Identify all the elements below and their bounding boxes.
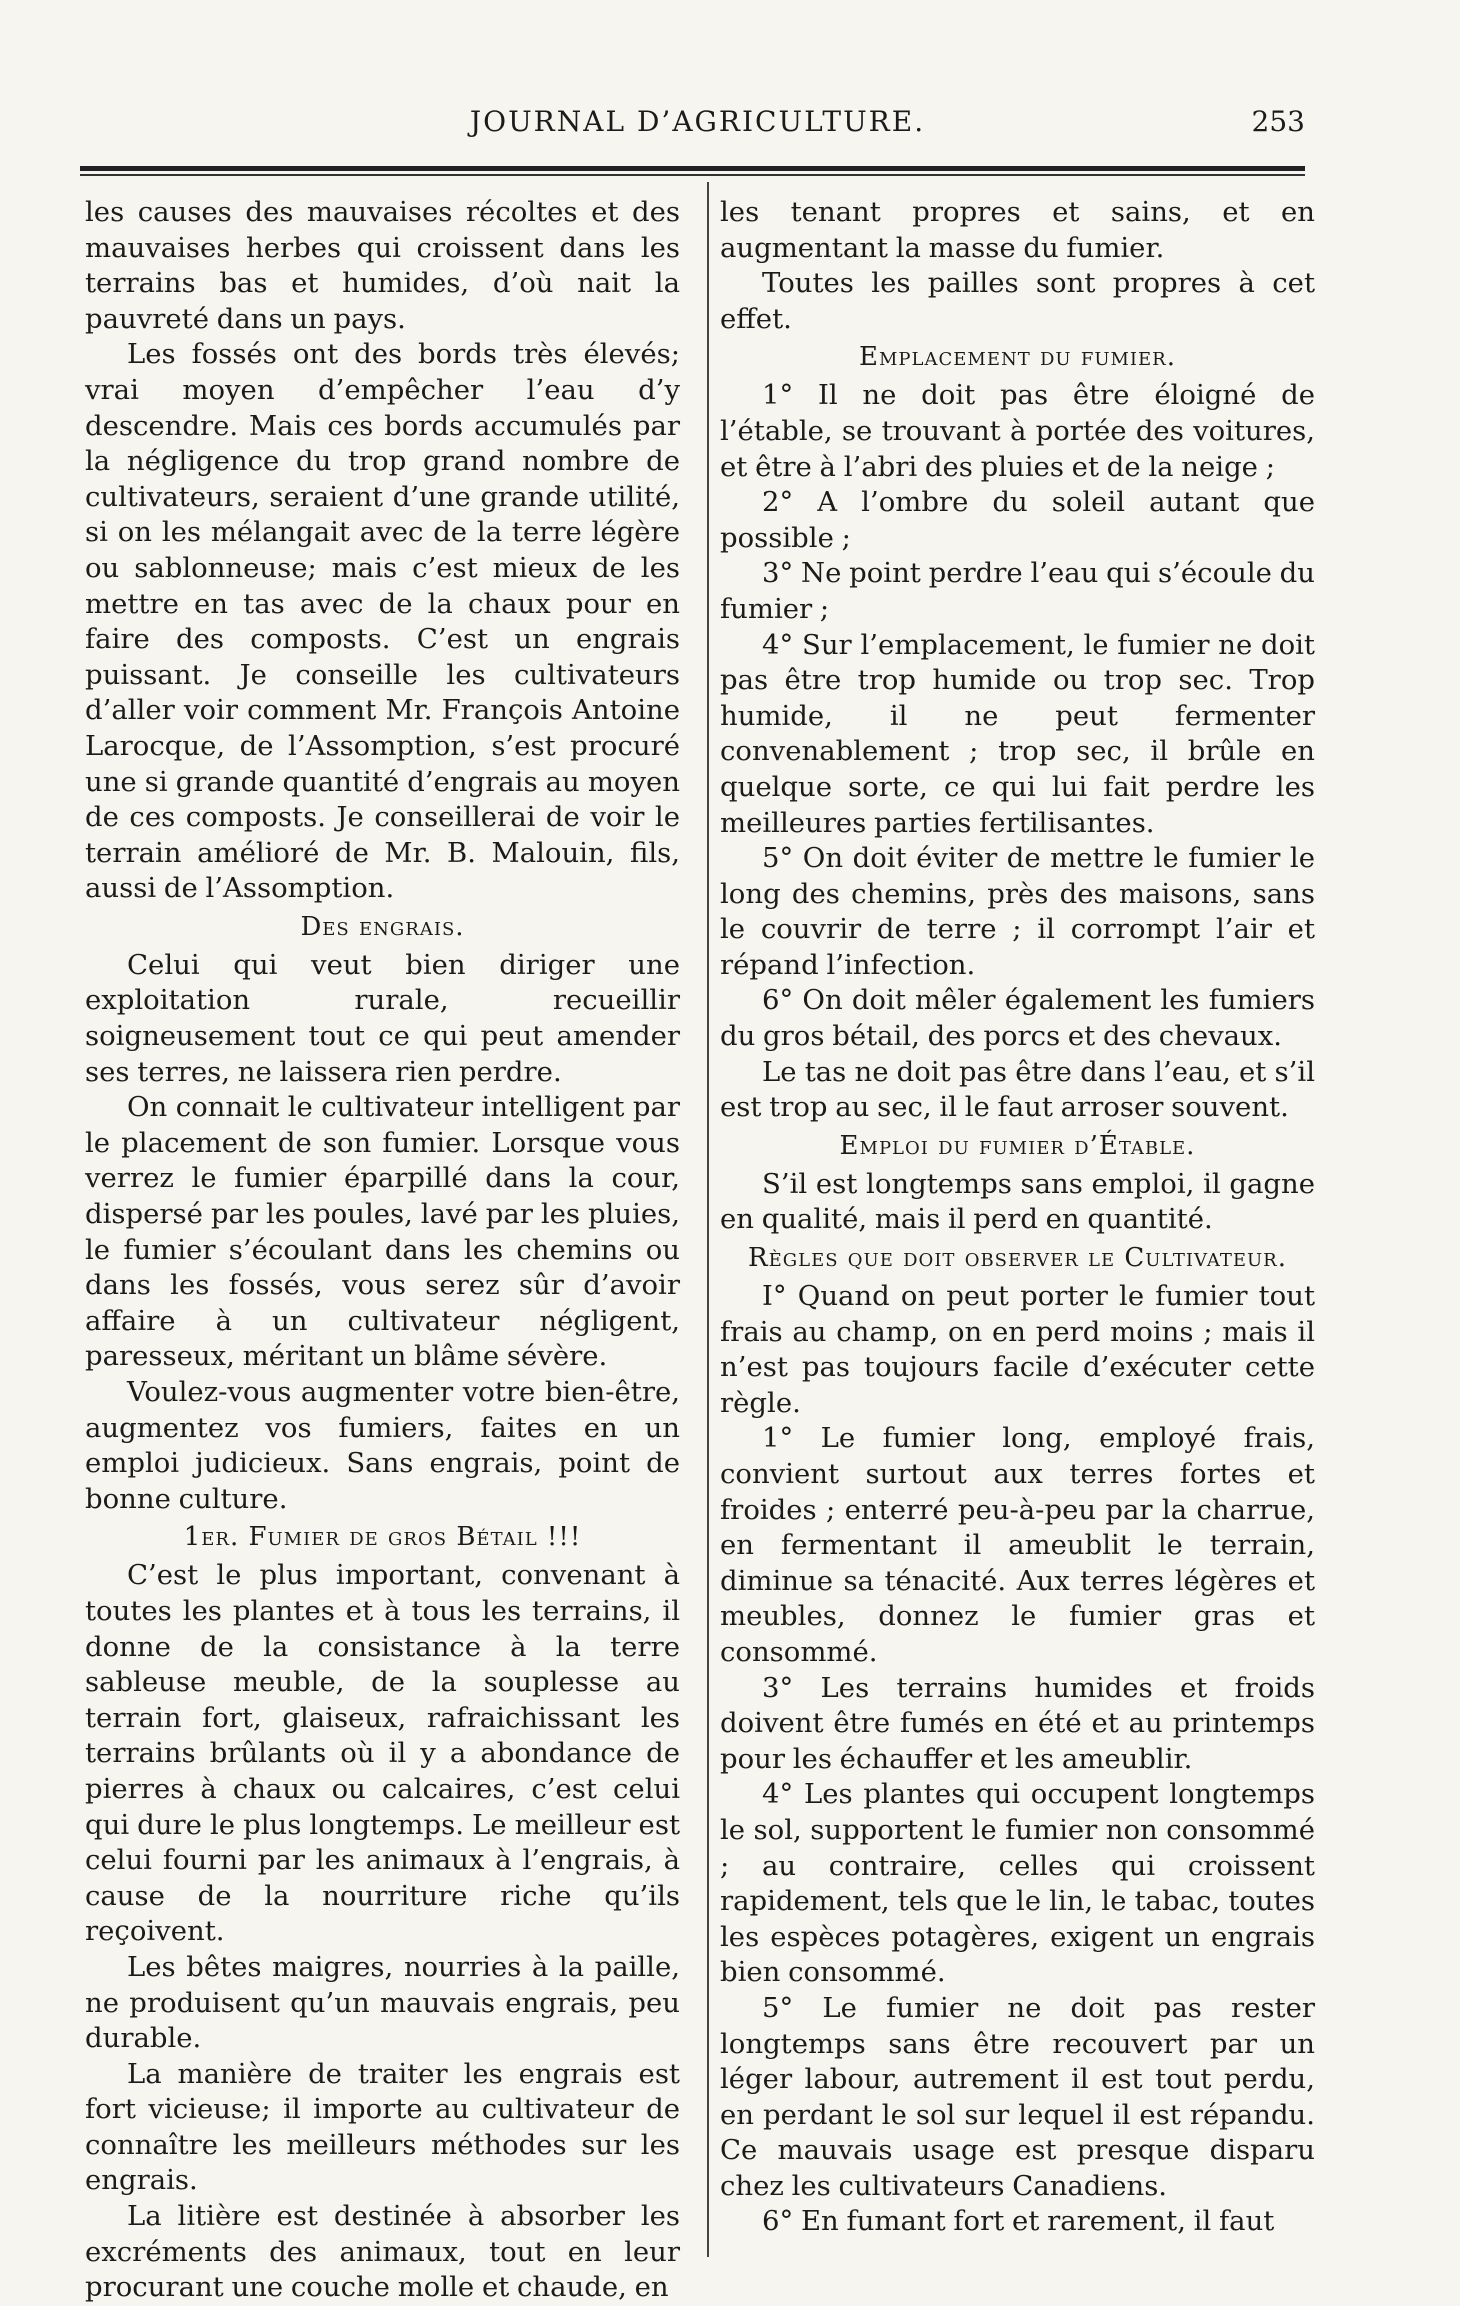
section-heading-emplacement: Emplacement du fumier. (859, 342, 1176, 373)
page-header (90, 105, 1305, 155)
header-rule-thick (80, 166, 1305, 171)
list-item: 5° On doit éviter de mettre le fumier le long des chemins, près des maisons, sans le couvrir de terre ; il corrompt l’air et répand l’infection. (720, 842, 1315, 981)
list-item: 3° Les terrains humides et froids doivent être fumés en été et au printemps pour les échauffer et les ameublir. (720, 1671, 1315, 1775)
paragraph: Voulez-vous augmenter votre bien-être, augmentez vos fumiers, faites en un emploi judicieux. Sans engrais, point de bonne culture. (85, 1376, 680, 1515)
section-heading-engrais: Des engrais. (300, 911, 465, 942)
list-item: 2° A l’ombre du soleil autant que possible ; (720, 486, 1315, 554)
list-item: 1° Le fumier long, employé frais, convient surtout aux terres fortes et froides ; enterré peu-à-peu par la charrue, en fermentant il ameublit le terrain, diminue sa ténacité. Aux terres légères et meubles, donnez le fumier gras et consommé. (720, 1422, 1315, 1668)
paragraph: les causes des mauvaises récoltes et des mauvaises herbes qui croissent dans les terrains bas et humides, d’où nait la pauvreté dans un pays. (85, 196, 680, 335)
list-item: 1° Il ne doit pas être éloigné de l’étable, se trouvant à portée des voitures, et être à l’abri des pluies et de la neige ; (720, 379, 1315, 483)
paragraph: Les bêtes maigres, nourries à la paille, ne produisent qu’un mauvais engrais, peu durable. (85, 1950, 680, 2055)
paragraph: Toutes les pailles sont propres à cet effet. (720, 267, 1315, 335)
column-divider (707, 182, 709, 2257)
page-number: 253 (1251, 105, 1305, 138)
list-item: 6° On doit mêler également les fumiers du gros bétail, des porcs et des chevaux. (720, 984, 1315, 1053)
list-item: 5° Le fumier ne doit pas rester longtemps sans être recouvert par un léger labour, autrement il est tout perdu, en perdant le sol sur lequel il est répandu. Ce mauvais usage est presque disparu chez les cultivateurs Canadiens. (720, 1991, 1315, 2202)
section-heading-emploi: Emploi du fumier d’Étable. (839, 1130, 1196, 1161)
list-item: I° Quand on peut porter le fumier tout frais au champ, on en perd moins ; mais il n’est pas toujours facile d’exécuter cette règle. (720, 1280, 1315, 1419)
paragraph: On connait le cultivateur intelligent par le placement de son fumier. Lorsque vous verrez le fumier éparpillé dans la cour, dispersé par les poules, lavé par les pluies, le fumier s’écoulant dans les chemins ou dans les fossés, vous serez sûr d’avoir affaire à un cultivateur négligent, paresseux, méritant un blâme sévère. (85, 1091, 680, 1373)
section-heading-regles: Règles que doit observer le Cultivateur. (748, 1243, 1287, 1274)
list-item: 4° Sur l’emplacement, le fumier ne doit pas être trop humide ou trop sec. Trop humide, il ne peut fermenter convenablement ; trop sec, il brûle en quelque sorte, ce qui lui fait perdre les meilleures parties fertilisantes. (720, 628, 1315, 839)
list-item: 6° En fumant fort et rarement, il faut (762, 2205, 1275, 2238)
paragraph: Le tas ne doit pas être dans l’eau, et s’il est trop au sec, il le faut arroser souvent. (720, 1055, 1315, 1124)
paragraph: La manière de traiter les engrais est fort vicieuse; il importe au cultivateur de connaître les meilleurs méthodes sur les engrais. (85, 2057, 680, 2197)
paragraph: les tenant propres et sains, et en augmentant la masse du fumier. (720, 196, 1315, 264)
paragraph: Les fossés ont des bords très élevés; vrai moyen d’empêcher l’eau d’y descendre. Mais ces bords accumulés par la négligence du trop grand nombre de cultivateurs, seraient d’une grande utilité, si on les mélangait avec de la terre légère ou sablonneuse; mais c’est mieux de les mettre en tas avec de la chaux pour en faire des composts. C’est un engrais puissant. Je conseille les cultivateurs d’aller voir comment Mr. François Antoine Larocque, de l’Assomption, s’est procuré une si grande quantité d’engrais au moyen de ces composts. Je conseillerai de voir le terrain amélioré de Mr. B. Malouin, fils, aussi de l’Assomption. (85, 338, 680, 905)
list-item: 4° Les plantes qui occupent longtemps le sol, supportent le fumier non consommé ; au contraire, celles qui croissent rapidement, tels que le lin, le tabac, toutes les espèces potagères, exigent un engrais bien consommé. (720, 1778, 1315, 1989)
section-heading-fumier-gros-betail: 1er. Fumier de gros Bétail !!! (183, 1522, 582, 1553)
paragraph: S’il est longtemps sans emploi, il gagne en qualité, mais il perd en quantité. (720, 1167, 1315, 1236)
left-column (85, 195, 680, 2306)
list-item: 3° Ne point perdre l’eau qui s’écoule du fumier ; (720, 557, 1315, 625)
paragraph: Celui qui veut bien diriger une exploitation rurale, recueillir soigneusement tout ce qui peut amender ses terres, ne laissera rien perdre. (85, 948, 680, 1088)
right-column (720, 195, 1315, 2240)
header-rule-thin (80, 174, 1305, 176)
paragraph: C’est le plus important, convenant à toutes les plantes et à tous les terrains, il donne de la consistance à la terre sableuse meuble, de la souplesse au terrain fort, glaiseux, rafraichissant les terrains brûlants où il y a abondance de pierres à chaux ou calcaires, c’est celui qui dure le plus longtemps. Le meilleur est celui fourni par les animaux à l’engrais, à cause de la nourriture riche qu’ils reçoivent. (85, 1559, 680, 1948)
paragraph: La litière est destinée à absorber les excréments des animaux, tout en leur procurant une couche molle et chaude, en (85, 2200, 680, 2304)
running-title: JOURNAL D’AGRICULTURE. (469, 105, 926, 138)
